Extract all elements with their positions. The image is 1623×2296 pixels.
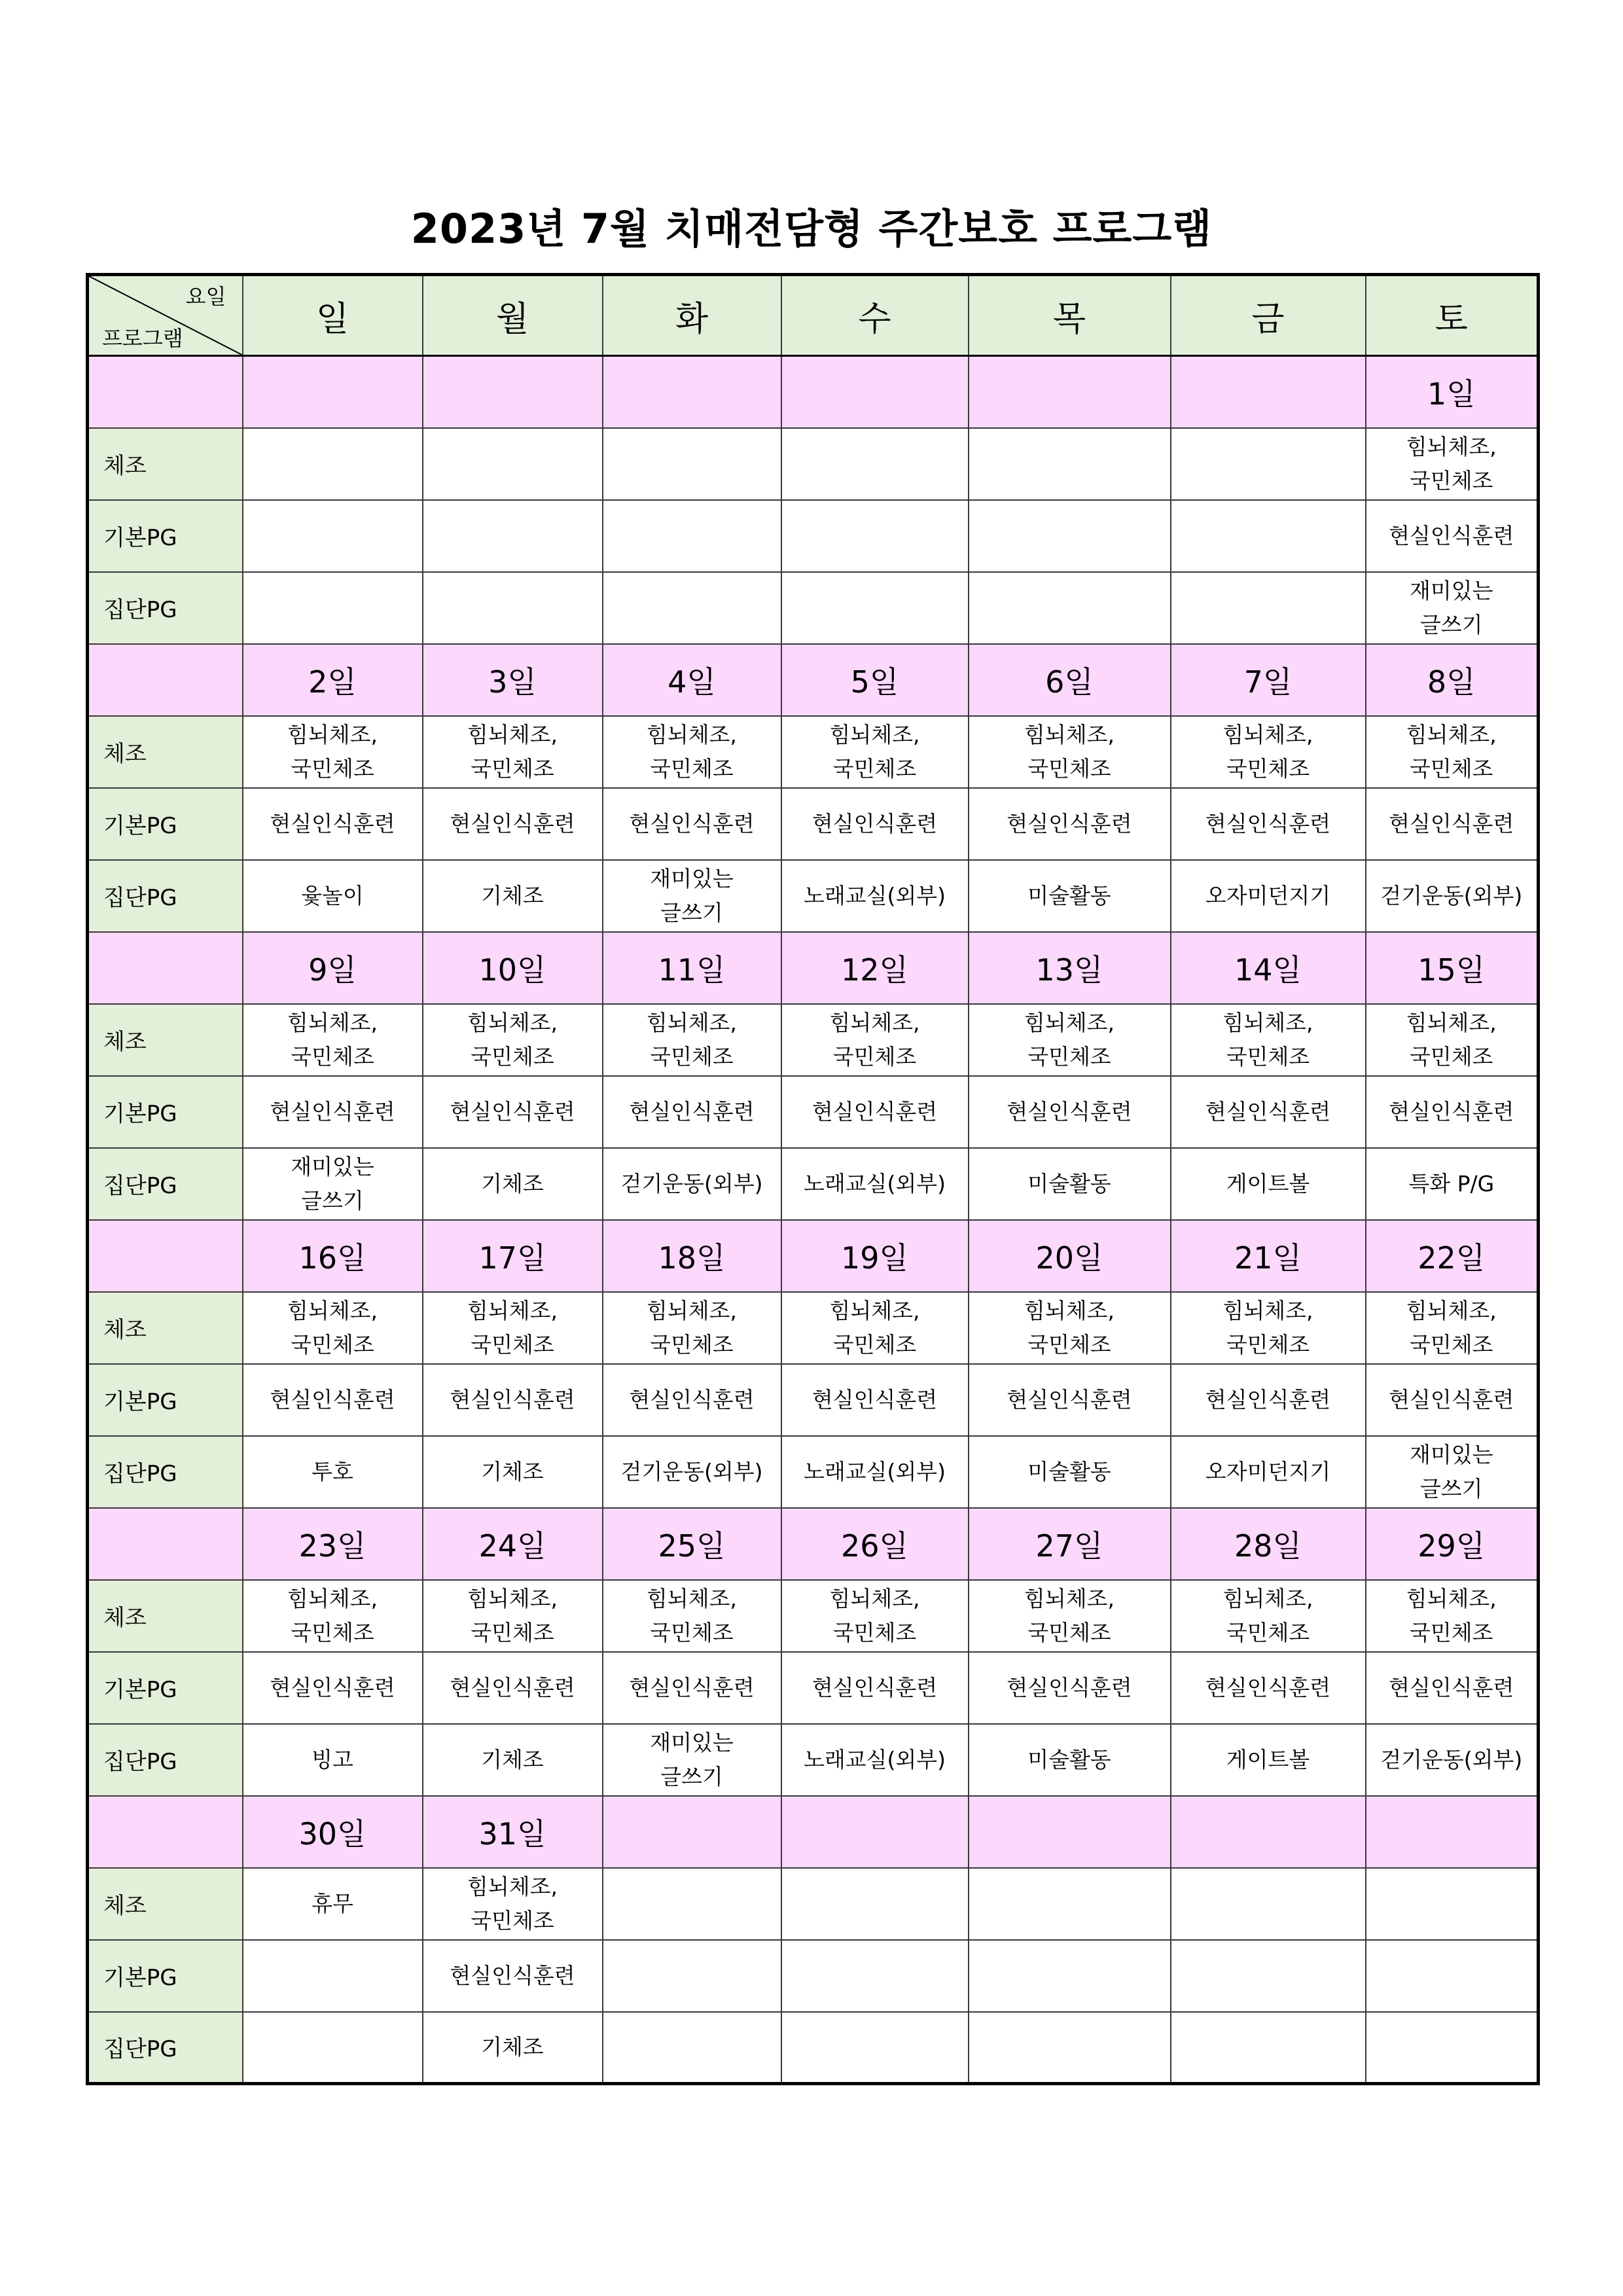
program-cell: 노래교실(외부) bbox=[781, 1436, 969, 1508]
program-cell: 힘뇌체조, 국민체조 bbox=[243, 716, 423, 788]
program-row bbox=[88, 1724, 1539, 1796]
program-cell bbox=[1171, 572, 1366, 644]
date-number: 8일 bbox=[1366, 644, 1539, 716]
program-cell: 현실인식훈련 bbox=[781, 1652, 969, 1724]
program-category-label: 기본PG bbox=[88, 788, 243, 860]
program-cell bbox=[969, 2012, 1171, 2084]
program-cell bbox=[969, 428, 1171, 500]
program-cell bbox=[969, 572, 1171, 644]
date-number: 11일 bbox=[603, 932, 781, 1004]
program-cell bbox=[423, 428, 603, 500]
program-cell: 현실인식훈련 bbox=[243, 1652, 423, 1724]
program-category-label: 기본PG bbox=[88, 1652, 243, 1724]
program-cell: 힘뇌체조, 국민체조 bbox=[1171, 1580, 1366, 1652]
program-cell bbox=[1366, 2012, 1539, 2084]
date-number: 3일 bbox=[423, 644, 603, 716]
date-number: 26일 bbox=[781, 1508, 969, 1580]
day-header-mon: 월 bbox=[423, 275, 603, 356]
date-number: 21일 bbox=[1171, 1220, 1366, 1292]
program-cell bbox=[781, 2012, 969, 2084]
date-number: 1일 bbox=[1366, 356, 1539, 428]
date-number: 22일 bbox=[1366, 1220, 1539, 1292]
date-number: 23일 bbox=[243, 1508, 423, 1580]
date-number: 18일 bbox=[603, 1220, 781, 1292]
week-date-row bbox=[88, 1796, 1539, 1868]
program-cell: 기체조 bbox=[423, 1436, 603, 1508]
program-cell: 현실인식훈련 bbox=[423, 788, 603, 860]
program-row bbox=[88, 428, 1539, 500]
program-cell bbox=[1171, 1940, 1366, 2012]
date-row-label bbox=[88, 356, 243, 428]
program-cell: 현실인식훈련 bbox=[1366, 1652, 1539, 1724]
date-number bbox=[1171, 1796, 1366, 1868]
program-cell: 힘뇌체조, 국민체조 bbox=[423, 716, 603, 788]
day-header-thu: 목 bbox=[969, 275, 1171, 356]
program-cell bbox=[781, 1868, 969, 1940]
program-cell: 윷놀이 bbox=[243, 860, 423, 932]
program-cell: 힘뇌체조, 국민체조 bbox=[423, 1292, 603, 1364]
program-cell: 오자미던지기 bbox=[1171, 860, 1366, 932]
program-cell: 재미있는 글쓰기 bbox=[1366, 1436, 1539, 1508]
program-cell bbox=[603, 572, 781, 644]
program-cell: 노래교실(외부) bbox=[781, 1724, 969, 1796]
program-cell: 현실인식훈련 bbox=[1366, 788, 1539, 860]
date-number: 31일 bbox=[423, 1796, 603, 1868]
program-cell: 재미있는 글쓰기 bbox=[243, 1148, 423, 1220]
program-cell: 힘뇌체조, 국민체조 bbox=[781, 1580, 969, 1652]
program-category-label: 기본PG bbox=[88, 500, 243, 572]
program-cell: 힘뇌체조, 국민체조 bbox=[969, 1580, 1171, 1652]
program-cell: 휴무 bbox=[243, 1868, 423, 1940]
program-axis-label: 프로그램 bbox=[102, 326, 183, 351]
program-cell: 기체조 bbox=[423, 1148, 603, 1220]
program-cell: 힘뇌체조, 국민체조 bbox=[1366, 716, 1539, 788]
program-category-label: 체조 bbox=[88, 1580, 243, 1652]
program-cell: 현실인식훈련 bbox=[243, 1364, 423, 1436]
date-number: 20일 bbox=[969, 1220, 1171, 1292]
program-cell: 현실인식훈련 bbox=[603, 1076, 781, 1148]
program-cell bbox=[1171, 428, 1366, 500]
program-row bbox=[88, 1436, 1539, 1508]
program-cell: 현실인식훈련 bbox=[781, 788, 969, 860]
program-cell: 힘뇌체조, 국민체조 bbox=[1171, 1004, 1366, 1076]
program-cell: 재미있는 글쓰기 bbox=[1366, 572, 1539, 644]
program-cell: 현실인식훈련 bbox=[603, 788, 781, 860]
program-cell bbox=[781, 1940, 969, 2012]
date-number: 13일 bbox=[969, 932, 1171, 1004]
date-number bbox=[969, 356, 1171, 428]
program-cell: 현실인식훈련 bbox=[969, 1364, 1171, 1436]
program-cell: 기체조 bbox=[423, 2012, 603, 2084]
program-cell: 힘뇌체조, 국민체조 bbox=[969, 1292, 1171, 1364]
program-cell bbox=[1171, 2012, 1366, 2084]
program-cell: 힘뇌체조, 국민체조 bbox=[1366, 1292, 1539, 1364]
date-number: 5일 bbox=[781, 644, 969, 716]
date-number: 9일 bbox=[243, 932, 423, 1004]
date-row-label bbox=[88, 932, 243, 1004]
date-number: 6일 bbox=[969, 644, 1171, 716]
program-category-label: 체조 bbox=[88, 1868, 243, 1940]
date-number: 25일 bbox=[603, 1508, 781, 1580]
program-cell: 현실인식훈련 bbox=[781, 1076, 969, 1148]
program-cell: 현실인식훈련 bbox=[243, 788, 423, 860]
program-cell: 오자미던지기 bbox=[1171, 1436, 1366, 1508]
program-row bbox=[88, 2012, 1539, 2084]
program-cell bbox=[603, 500, 781, 572]
week-date-row bbox=[88, 356, 1539, 428]
day-header-sun: 일 bbox=[243, 275, 423, 356]
program-cell: 게이트볼 bbox=[1171, 1148, 1366, 1220]
week-date-row bbox=[88, 644, 1539, 716]
program-cell bbox=[243, 2012, 423, 2084]
program-row bbox=[88, 1076, 1539, 1148]
program-row bbox=[88, 716, 1539, 788]
program-category-label: 기본PG bbox=[88, 1076, 243, 1148]
program-cell: 힘뇌체조, 국민체조 bbox=[603, 716, 781, 788]
program-cell bbox=[243, 500, 423, 572]
program-cell: 기체조 bbox=[423, 1724, 603, 1796]
day-header-wed: 수 bbox=[781, 275, 969, 356]
date-number: 14일 bbox=[1171, 932, 1366, 1004]
program-cell bbox=[423, 500, 603, 572]
date-number bbox=[781, 1796, 969, 1868]
program-cell: 미술활동 bbox=[969, 1436, 1171, 1508]
date-number: 12일 bbox=[781, 932, 969, 1004]
program-cell: 걷기운동(외부) bbox=[603, 1148, 781, 1220]
date-number: 7일 bbox=[1171, 644, 1366, 716]
program-cell: 걷기운동(외부) bbox=[603, 1436, 781, 1508]
program-row bbox=[88, 1652, 1539, 1724]
corner-header-cell bbox=[88, 275, 243, 356]
date-row-label bbox=[88, 644, 243, 716]
program-row bbox=[88, 572, 1539, 644]
program-row bbox=[88, 1940, 1539, 2012]
program-cell: 빙고 bbox=[243, 1724, 423, 1796]
program-category-label: 기본PG bbox=[88, 1364, 243, 1436]
date-row-label bbox=[88, 1508, 243, 1580]
program-cell bbox=[603, 1868, 781, 1940]
program-cell: 현실인식훈련 bbox=[1366, 1364, 1539, 1436]
date-number bbox=[1171, 356, 1366, 428]
program-cell: 걷기운동(외부) bbox=[1366, 1724, 1539, 1796]
date-row-label bbox=[88, 1796, 243, 1868]
program-cell bbox=[969, 1940, 1171, 2012]
program-cell: 힘뇌체조, 국민체조 bbox=[603, 1580, 781, 1652]
program-cell: 현실인식훈련 bbox=[969, 1652, 1171, 1724]
program-cell: 노래교실(외부) bbox=[781, 1148, 969, 1220]
program-cell: 힘뇌체조, 국민체조 bbox=[1366, 1580, 1539, 1652]
program-cell bbox=[1366, 1940, 1539, 2012]
program-cell: 힘뇌체조, 국민체조 bbox=[603, 1004, 781, 1076]
program-cell: 힘뇌체조, 국민체조 bbox=[969, 1004, 1171, 1076]
day-header-fri: 금 bbox=[1171, 275, 1366, 356]
program-cell: 힘뇌체조, 국민체조 bbox=[603, 1292, 781, 1364]
program-cell: 힘뇌체조, 국민체조 bbox=[1171, 716, 1366, 788]
program-cell: 미술활동 bbox=[969, 1148, 1171, 1220]
program-cell bbox=[781, 572, 969, 644]
program-cell: 현실인식훈련 bbox=[1171, 1652, 1366, 1724]
date-number bbox=[603, 1796, 781, 1868]
program-cell: 현실인식훈련 bbox=[423, 1652, 603, 1724]
program-category-label: 집단PG bbox=[88, 1724, 243, 1796]
date-number: 17일 bbox=[423, 1220, 603, 1292]
program-cell: 현실인식훈련 bbox=[603, 1652, 781, 1724]
program-category-label: 체조 bbox=[88, 428, 243, 500]
program-cell bbox=[1171, 1868, 1366, 1940]
program-cell: 현실인식훈련 bbox=[1366, 500, 1539, 572]
program-cell: 현실인식훈련 bbox=[243, 1076, 423, 1148]
program-cell: 현실인식훈련 bbox=[1171, 1076, 1366, 1148]
program-cell: 현실인식훈련 bbox=[1366, 1076, 1539, 1148]
program-category-label: 집단PG bbox=[88, 572, 243, 644]
program-row bbox=[88, 860, 1539, 932]
program-cell: 미술활동 bbox=[969, 1724, 1171, 1796]
week-date-row bbox=[88, 1220, 1539, 1292]
program-cell bbox=[243, 428, 423, 500]
program-row bbox=[88, 1292, 1539, 1364]
program-cell: 힘뇌체조, 국민체조 bbox=[1171, 1292, 1366, 1364]
program-cell: 현실인식훈련 bbox=[1171, 1364, 1366, 1436]
program-cell: 현실인식훈련 bbox=[781, 1364, 969, 1436]
program-category-label: 집단PG bbox=[88, 2012, 243, 2084]
program-cell: 현실인식훈련 bbox=[969, 1076, 1171, 1148]
program-cell bbox=[603, 1940, 781, 2012]
week-date-row bbox=[88, 932, 1539, 1004]
program-cell: 특화 P/G bbox=[1366, 1148, 1539, 1220]
date-number: 2일 bbox=[243, 644, 423, 716]
date-number: 28일 bbox=[1171, 1508, 1366, 1580]
program-category-label: 집단PG bbox=[88, 1436, 243, 1508]
date-number: 24일 bbox=[423, 1508, 603, 1580]
program-cell bbox=[243, 572, 423, 644]
program-cell: 기체조 bbox=[423, 860, 603, 932]
schedule-body bbox=[88, 356, 1539, 2084]
program-cell: 현실인식훈련 bbox=[423, 1076, 603, 1148]
date-number bbox=[969, 1796, 1171, 1868]
date-number: 16일 bbox=[243, 1220, 423, 1292]
program-cell: 현실인식훈련 bbox=[1171, 788, 1366, 860]
program-cell: 재미있는 글쓰기 bbox=[603, 860, 781, 932]
program-row bbox=[88, 1148, 1539, 1220]
program-cell bbox=[781, 500, 969, 572]
program-cell bbox=[1171, 500, 1366, 572]
date-number: 10일 bbox=[423, 932, 603, 1004]
program-cell: 힘뇌체조, 국민체조 bbox=[243, 1292, 423, 1364]
program-row bbox=[88, 1868, 1539, 1940]
day-header-sat: 토 bbox=[1366, 275, 1539, 356]
program-category-label: 체조 bbox=[88, 1004, 243, 1076]
date-number bbox=[781, 356, 969, 428]
program-cell bbox=[243, 1940, 423, 2012]
date-number bbox=[243, 356, 423, 428]
program-row bbox=[88, 1004, 1539, 1076]
program-cell bbox=[969, 1868, 1171, 1940]
program-cell bbox=[781, 428, 969, 500]
program-cell: 현실인식훈련 bbox=[603, 1364, 781, 1436]
weekday-axis-label: 요일 bbox=[185, 284, 226, 309]
program-cell: 힘뇌체조, 국민체조 bbox=[781, 716, 969, 788]
program-cell: 힘뇌체조, 국민체조 bbox=[243, 1580, 423, 1652]
date-number: 19일 bbox=[781, 1220, 969, 1292]
program-cell bbox=[969, 500, 1171, 572]
header-row bbox=[88, 275, 1539, 356]
program-cell: 현실인식훈련 bbox=[423, 1364, 603, 1436]
day-header-tue: 화 bbox=[603, 275, 781, 356]
program-category-label: 집단PG bbox=[88, 1148, 243, 1220]
program-cell: 힘뇌체조, 국민체조 bbox=[1366, 1004, 1539, 1076]
program-category-label: 체조 bbox=[88, 716, 243, 788]
program-row bbox=[88, 500, 1539, 572]
program-cell: 걷기운동(외부) bbox=[1366, 860, 1539, 932]
program-cell: 투호 bbox=[243, 1436, 423, 1508]
program-row bbox=[88, 1364, 1539, 1436]
program-cell: 힘뇌체조, 국민체조 bbox=[781, 1292, 969, 1364]
program-cell: 힘뇌체조, 국민체조 bbox=[243, 1004, 423, 1076]
program-cell: 미술활동 bbox=[969, 860, 1171, 932]
corner-header-inner bbox=[89, 276, 242, 355]
program-category-label: 집단PG bbox=[88, 860, 243, 932]
program-row bbox=[88, 788, 1539, 860]
week-date-row bbox=[88, 1508, 1539, 1580]
program-row bbox=[88, 1580, 1539, 1652]
date-number: 29일 bbox=[1366, 1508, 1539, 1580]
program-cell: 현실인식훈련 bbox=[969, 788, 1171, 860]
date-row-label bbox=[88, 1220, 243, 1292]
page-title: 2023년 7월 치매전담형 주간보호 프로그램 bbox=[410, 205, 1213, 253]
date-number: 15일 bbox=[1366, 932, 1539, 1004]
program-cell: 힘뇌체조, 국민체조 bbox=[969, 716, 1171, 788]
program-cell bbox=[423, 572, 603, 644]
program-category-label: 기본PG bbox=[88, 1940, 243, 2012]
program-cell bbox=[603, 2012, 781, 2084]
date-number bbox=[423, 356, 603, 428]
program-cell: 힘뇌체조, 국민체조 bbox=[423, 1580, 603, 1652]
date-number bbox=[1366, 1796, 1539, 1868]
program-cell: 노래교실(외부) bbox=[781, 860, 969, 932]
date-number: 27일 bbox=[969, 1508, 1171, 1580]
date-number: 4일 bbox=[603, 644, 781, 716]
program-cell: 현실인식훈련 bbox=[423, 1940, 603, 2012]
program-cell bbox=[1366, 1868, 1539, 1940]
program-schedule-table bbox=[86, 273, 1540, 2085]
program-cell: 힘뇌체조, 국민체조 bbox=[1366, 428, 1539, 500]
program-category-label: 체조 bbox=[88, 1292, 243, 1364]
program-cell: 힘뇌체조, 국민체조 bbox=[781, 1004, 969, 1076]
program-cell: 힘뇌체조, 국민체조 bbox=[423, 1004, 603, 1076]
program-cell: 게이트볼 bbox=[1171, 1724, 1366, 1796]
date-number bbox=[603, 356, 781, 428]
date-number: 30일 bbox=[243, 1796, 423, 1868]
program-cell bbox=[603, 428, 781, 500]
program-cell: 힘뇌체조, 국민체조 bbox=[423, 1868, 603, 1940]
program-cell: 재미있는 글쓰기 bbox=[603, 1724, 781, 1796]
